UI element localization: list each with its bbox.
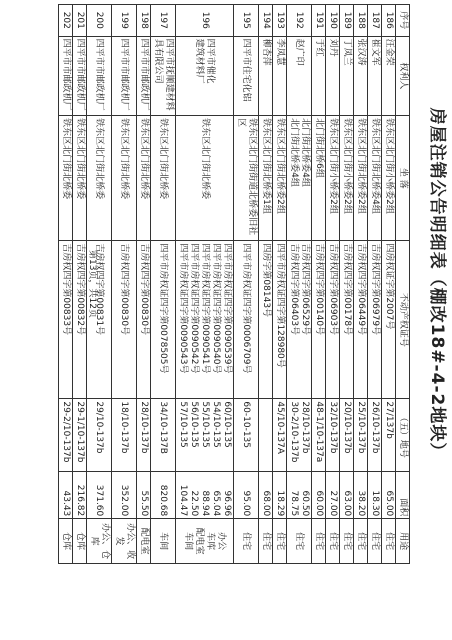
cell-location: 铁东区北门街街道北桥委旧社区: [234, 116, 259, 241]
cell-owner: 四平市市邮政机厂: [112, 36, 137, 116]
cell-cert: 吉房权四字第00832号: [73, 241, 87, 399]
cell-location: 铁东区北门街北桥委: [73, 116, 87, 241]
cell-use: 办公 车库 配电室 车间: [176, 519, 234, 564]
cell-room: 29-2/10-137b: [59, 399, 73, 472]
table-row: [273, 5, 287, 564]
cell-area: 38.20: [354, 472, 368, 519]
page-footer: 第13页，共12页: [87, 250, 97, 318]
cell-use: 仓库: [59, 519, 73, 564]
cell-cert: 吉房权四字第00833号: [59, 241, 73, 399]
table-row: [151, 5, 176, 564]
cell-area: 43.43: [59, 472, 73, 519]
cell-location: 铁东区北门街北桥委1组: [259, 116, 273, 241]
cell-area: 65.00: [382, 472, 396, 519]
cell-area: 371.60: [87, 472, 112, 519]
cell-owner: 张汉涛: [354, 36, 368, 116]
cell-use: 住宅: [368, 519, 382, 564]
cell-room: 45/10-137A: [273, 399, 287, 472]
cell-cert: 四房字第08143号: [259, 241, 273, 399]
header-cert: 不动产权证号: [396, 241, 410, 399]
cell-use: 办公、仓库: [87, 519, 112, 564]
cell-location: 铁东区北门街北桥委: [151, 116, 176, 241]
cell-cert: 四平市房权证四字第128980号: [273, 241, 287, 399]
cell-area: 18.29: [273, 472, 287, 519]
cell-no: 197: [151, 5, 176, 37]
cell-cert: 吉房权四字第06979号: [368, 241, 382, 399]
table-row: [312, 5, 326, 564]
cell-location: 铁东区北门街北桥委: [87, 116, 112, 241]
cell-area: 96.96 65.04 88.94 22.50 104.47: [176, 472, 234, 519]
cell-cert: 吉房权四字第06449号: [354, 241, 368, 399]
table-row: [59, 5, 73, 564]
cell-location: 铁东区北门街北桥委: [59, 116, 73, 241]
header-room: （五）地号: [396, 399, 410, 472]
table-row: [326, 5, 340, 564]
cell-no: 193: [273, 5, 287, 37]
cell-use: 住宅: [259, 519, 273, 564]
cell-cert: 吉房权四字第06903号: [326, 241, 340, 399]
header-use: 用途: [396, 519, 410, 564]
header-no: 序号: [396, 5, 410, 37]
cell-no: 202: [59, 5, 73, 37]
cell-area: 18.30: [368, 472, 382, 519]
cell-cert: 吉房权四字第00830号: [112, 241, 137, 399]
cell-location: 北门街北桥委4组 北门街北桥委4组: [287, 116, 312, 241]
cell-cert: 四房权证字第2007号: [382, 241, 396, 399]
cell-room: 28/10-137b 30-2/10-137b: [287, 399, 312, 472]
cell-location: 铁东区北门街小桥委2组: [340, 116, 354, 241]
cell-location: 铁东区北门街北桥委2组: [273, 116, 287, 241]
cell-use: 住宅: [382, 519, 396, 564]
header-area: 面积: [396, 472, 410, 519]
cell-cert: 四平市房权证四字第0078505号: [151, 241, 176, 399]
cell-area: 352.00: [112, 472, 137, 519]
cell-owner: 四平市住宅化铝: [234, 36, 259, 116]
cell-room: 28/10-137b: [137, 399, 151, 472]
table-header-row: [396, 5, 410, 564]
cell-owner: 李凤慧: [273, 36, 287, 116]
cell-cert: 吉房权四字第00831号: [87, 241, 112, 399]
table-row: [176, 5, 234, 564]
cell-no: 199: [112, 5, 137, 37]
cell-area: 60.00: [312, 472, 326, 519]
cell-location: 铁东区北门街北桥委: [112, 116, 137, 241]
notice-table: [58, 4, 410, 564]
cell-owner: 四平市市邮政机厂: [59, 36, 73, 116]
cell-cert: 吉房权四字第00830号: [137, 241, 151, 399]
cell-owner: 赵广印: [287, 36, 312, 116]
rotated-content: [61, 4, 452, 564]
cell-room: 25/10-137b: [354, 399, 368, 472]
cell-room: 29-1/10-137b: [73, 399, 87, 472]
cell-owner: 崔文军: [368, 36, 382, 116]
table-row: [234, 5, 259, 564]
document-title: 房屋注销公告明细表（棚改18#-4-2地块）: [427, 107, 447, 461]
cell-location: 铁东区北门街北桥委2组: [354, 116, 368, 241]
cell-room: 48-1/10-137a: [312, 399, 326, 472]
cell-cert: 四平市房权证四字第0090539号 四平市房权证四字第0090540号 四平市房权证四字第0090541号 四平市房权证四字第0090542号 四平市房权证四字第0090543号: [176, 241, 234, 399]
cell-location: 铁东区北门街小桥委2组: [382, 116, 396, 241]
cell-area: 27.00: [326, 472, 340, 519]
cell-no: 187: [368, 5, 382, 37]
cell-owner: 四平市市邮政机厂: [87, 36, 112, 116]
cell-cert: 吉房权四字第00140号: [312, 241, 326, 399]
cell-use: 办公、收发: [112, 519, 137, 564]
cell-location: 北门街北桥6组: [312, 116, 326, 241]
cell-room: 18/10-137b: [112, 399, 137, 472]
cell-no: 201: [73, 5, 87, 37]
cell-no: 198: [137, 5, 151, 37]
cell-no: 196: [176, 5, 234, 37]
cell-use: 住宅: [312, 519, 326, 564]
cell-owner: 四平市催化 建筑材料厂: [176, 36, 234, 116]
table-row: [259, 5, 273, 564]
cell-use: 住宅: [273, 519, 287, 564]
cell-use: 住宅: [234, 519, 259, 564]
cell-use: 配电室: [137, 519, 151, 564]
cell-use: 住宅: [326, 519, 340, 564]
cell-no: 191: [312, 5, 326, 37]
cell-area: 63.00: [340, 472, 354, 519]
cell-owner: 四平市抚顺建材料 具有限公司: [151, 36, 176, 116]
cell-location: 铁东区北门街北桥委4组: [368, 116, 382, 241]
cell-no: 188: [354, 5, 368, 37]
cell-room: 32/10-137b: [326, 399, 340, 472]
cell-use: 仓库: [73, 519, 87, 564]
table-row: [368, 5, 382, 564]
cell-cert: 四平市房权证四字第0006709号: [234, 241, 259, 399]
cell-no: 186: [382, 5, 396, 37]
cell-no: 190: [326, 5, 340, 37]
cell-area: 68.00: [259, 472, 273, 519]
cell-location: 铁东区北门街小桥委2组: [326, 116, 340, 241]
cell-room: 20/10-137b: [340, 399, 354, 472]
header-location: 坐 落: [396, 116, 410, 241]
cell-owner: 汪金荣: [382, 36, 396, 116]
cell-owner: 丁凤兰: [340, 36, 354, 116]
cell-room: 34/10-137B: [151, 399, 176, 472]
table-row: [287, 5, 312, 564]
cell-area: 820.68: [151, 472, 176, 519]
cell-no: 200: [87, 5, 112, 37]
table-row: [354, 5, 368, 564]
table-row: [137, 5, 151, 564]
cell-no: 192: [287, 5, 312, 37]
cell-owner: 于红: [312, 36, 326, 116]
cell-area: 95.00: [234, 472, 259, 519]
table-row: [112, 5, 137, 564]
cell-use: 住宅: [340, 519, 354, 564]
header-owner: 权利人: [396, 36, 410, 116]
table-row: [73, 5, 87, 564]
cell-room: 29/10-137b: [87, 399, 112, 472]
cell-owner: 四平市市邮政机厂: [137, 36, 151, 116]
cell-area: 60.50 78.75: [287, 472, 312, 519]
cell-no: 194: [259, 5, 273, 37]
cell-owner: 刘丹: [326, 36, 340, 116]
cell-room: 60/10-135 54/10-135 55/10-135 56/10-135 57/10-135: [176, 399, 234, 472]
cell-location: 铁东区北门街北桥委: [176, 116, 234, 241]
cell-use: 住宅: [354, 519, 368, 564]
table-row: [340, 5, 354, 564]
cell-owner: 柳杏萍: [259, 36, 273, 116]
cell-room: 26/10-137b: [368, 399, 382, 472]
cell-location: 铁东区北门街北桥委: [137, 116, 151, 241]
cell-use: 住宅: [287, 519, 312, 564]
cell-cert: 吉房权四字第06529号 吉房权四字第06403号: [287, 241, 312, 399]
cell-room: [259, 399, 273, 472]
cell-cert: 吉房权四字第00178号: [340, 241, 354, 399]
cell-use: 车间: [151, 519, 176, 564]
cell-no: 189: [340, 5, 354, 37]
cell-room: 27/137b: [382, 399, 396, 472]
cell-owner: 四平市市邮政机厂: [73, 36, 87, 116]
table-row: [382, 5, 396, 564]
cell-room: 60-10-135: [234, 399, 259, 472]
cell-area: 55.50: [137, 472, 151, 519]
cell-no: 195: [234, 5, 259, 37]
cell-area: 216.82: [73, 472, 87, 519]
